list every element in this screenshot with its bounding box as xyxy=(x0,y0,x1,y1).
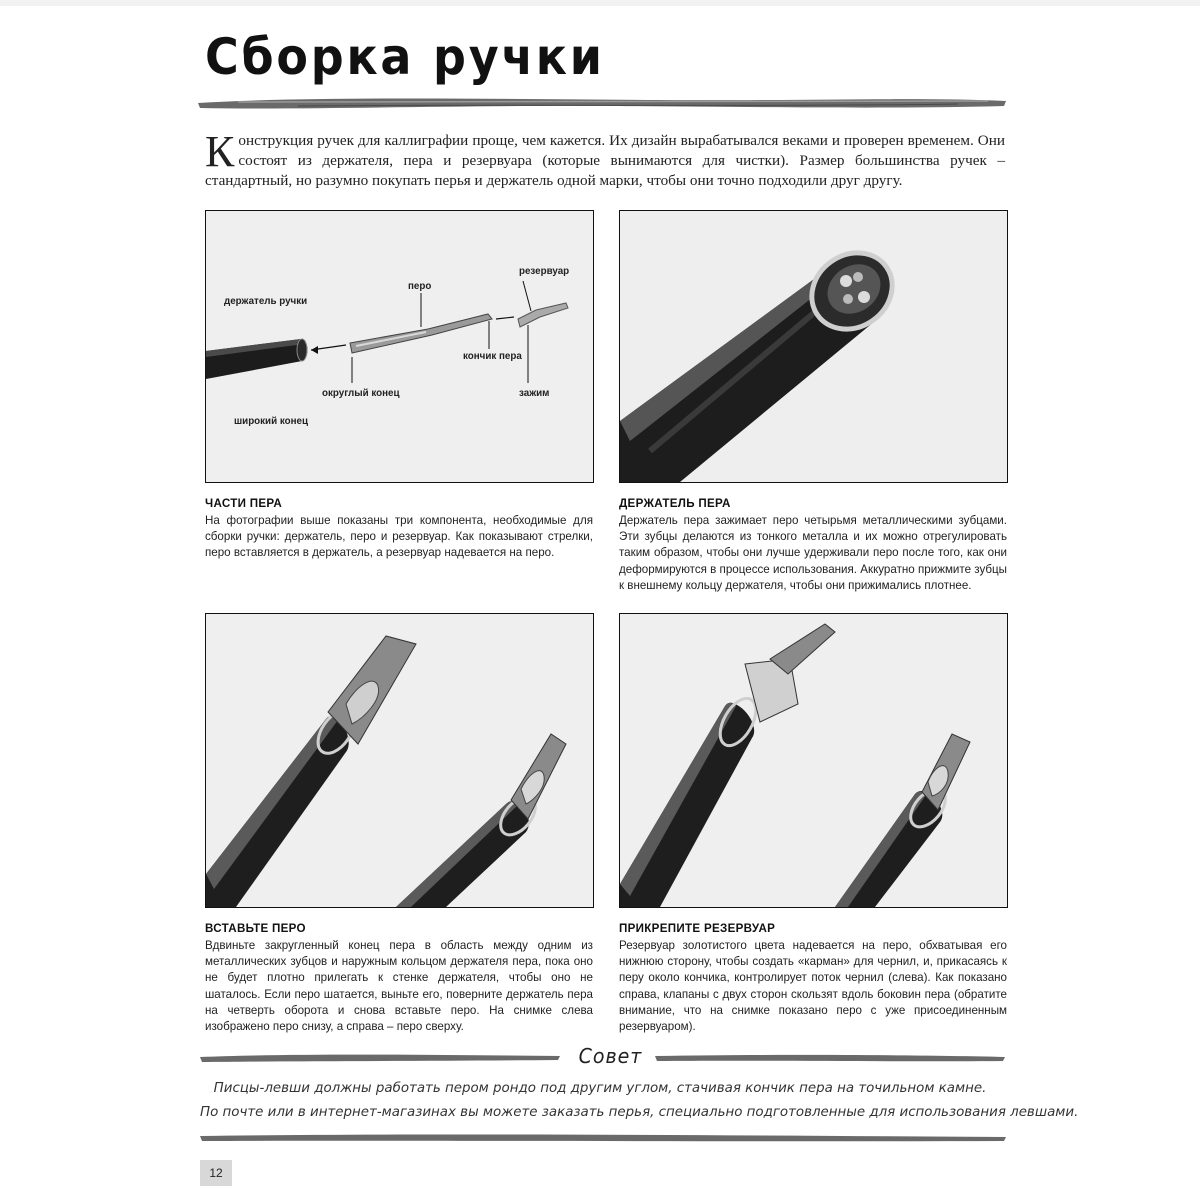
caption-insert-body: Вдвиньте закругленный конец пера в область между одним из металлических зубцов и наружным кольцом держателя пера, пока оно не будет плотно прилегать к стенке держателя, чтобы оно не шаталось. Если перо шатается, выньте его, поверните держатель пера на четверть оборота и снова вставьте перо. На снимке слева изображено перо снизу, а справа – перо сверху. xyxy=(205,939,593,1034)
photo-attach-reservoir xyxy=(619,613,1008,908)
photo-pen-parts xyxy=(205,210,594,483)
label-tip: кончик пера xyxy=(463,351,522,362)
caption-parts-body: На фотографии выше показаны три компонента, необходимые для сборки ручки: держатель, перо и резервуар. Как показывают стрелки, перо вставляется в держатель, а резервуар надевается на перо. xyxy=(205,514,593,560)
photo-insert-nib xyxy=(205,613,594,908)
caption-insert xyxy=(205,922,593,1035)
label-wide-end: широкий конец xyxy=(234,416,308,427)
top-bar xyxy=(0,0,1200,6)
page-number: 12 xyxy=(200,1160,232,1186)
label-round-end: округлый конец xyxy=(322,388,400,399)
insert-nib-image xyxy=(206,614,593,907)
caption-holder-heading: ДЕРЖАТЕЛЬ ПЕРА xyxy=(619,497,731,510)
tip-line-1: Писцы-левши должны работать пером рондо под другим углом, стачивая кончик пера на точильном камне. xyxy=(213,1081,987,1096)
intro-dropcap: К xyxy=(205,127,235,176)
label-clip: зажим xyxy=(519,388,550,399)
label-nib: перо xyxy=(408,281,432,292)
tip-brush-left xyxy=(200,1050,560,1064)
pen-holder-image xyxy=(620,211,1007,482)
intro-paragraph xyxy=(205,127,1005,191)
title-brush-underline xyxy=(198,92,1006,114)
tip-brush-bottom xyxy=(200,1130,1006,1144)
label-reservoir: резервуар xyxy=(519,266,570,277)
caption-reservoir xyxy=(619,922,1007,1035)
tip-brush-right xyxy=(655,1050,1005,1064)
tip-line-2: По почте или в интернет-магазинах вы можете заказать перья, специально подготовленные для использования левшами. xyxy=(200,1105,1079,1120)
caption-parts-heading: ЧАСТИ ПЕРА xyxy=(205,497,283,510)
label-holder: держатель ручки xyxy=(224,296,308,307)
caption-reservoir-body: Резервуар золотистого цвета надевается на перо, обхватывая его нижнюю сторону, чтобы создать «карман» для чернил, и, прикасаясь к перу около кончика, контролирует поток чернил (слева). Как показано справа, клапаны с двух сторон скользят вдоль боковин пера (обратите внимание, что на снимке показано перо с уже присоединенным резервуаром). xyxy=(619,939,1007,1034)
attach-reservoir-image xyxy=(620,614,1007,907)
caption-holder-body: Держатель пера зажимает перо четырьмя металлическими зубцами. Эти зубцы делаются из тонкого металла и их можно отрегулировать таким образом, чтобы они лучше удерживали перо после того, как они деформируются в процессе использования. Аккуратно прижмите зубцы к внешнему кольцу держателя, чтобы они прижимались плотнее. xyxy=(619,514,1007,592)
pen-parts-image xyxy=(206,211,593,482)
tip-title: Совет xyxy=(578,1044,643,1068)
intro-text: онструкция ручек для каллиграфии проще, чем кажется. Их дизайн вырабатывался веками и проверен временем. Они состоят из держателя, пера и резервуара (которые вынимаются для чистки). Размер большинства ручек – стандартный, но разумно покупать перья и держатель одной марки, чтобы они точно подходили друг другу. xyxy=(205,132,1005,189)
caption-insert-heading: ВСТАВЬТЕ ПЕРО xyxy=(205,922,306,935)
photo-pen-holder xyxy=(619,210,1008,483)
caption-parts xyxy=(205,497,593,562)
page-title: Сборка ручки xyxy=(205,28,605,86)
caption-holder xyxy=(619,497,1007,594)
caption-reservoir-heading: ПРИКРЕПИТЕ РЕЗЕРВУАР xyxy=(619,922,776,935)
